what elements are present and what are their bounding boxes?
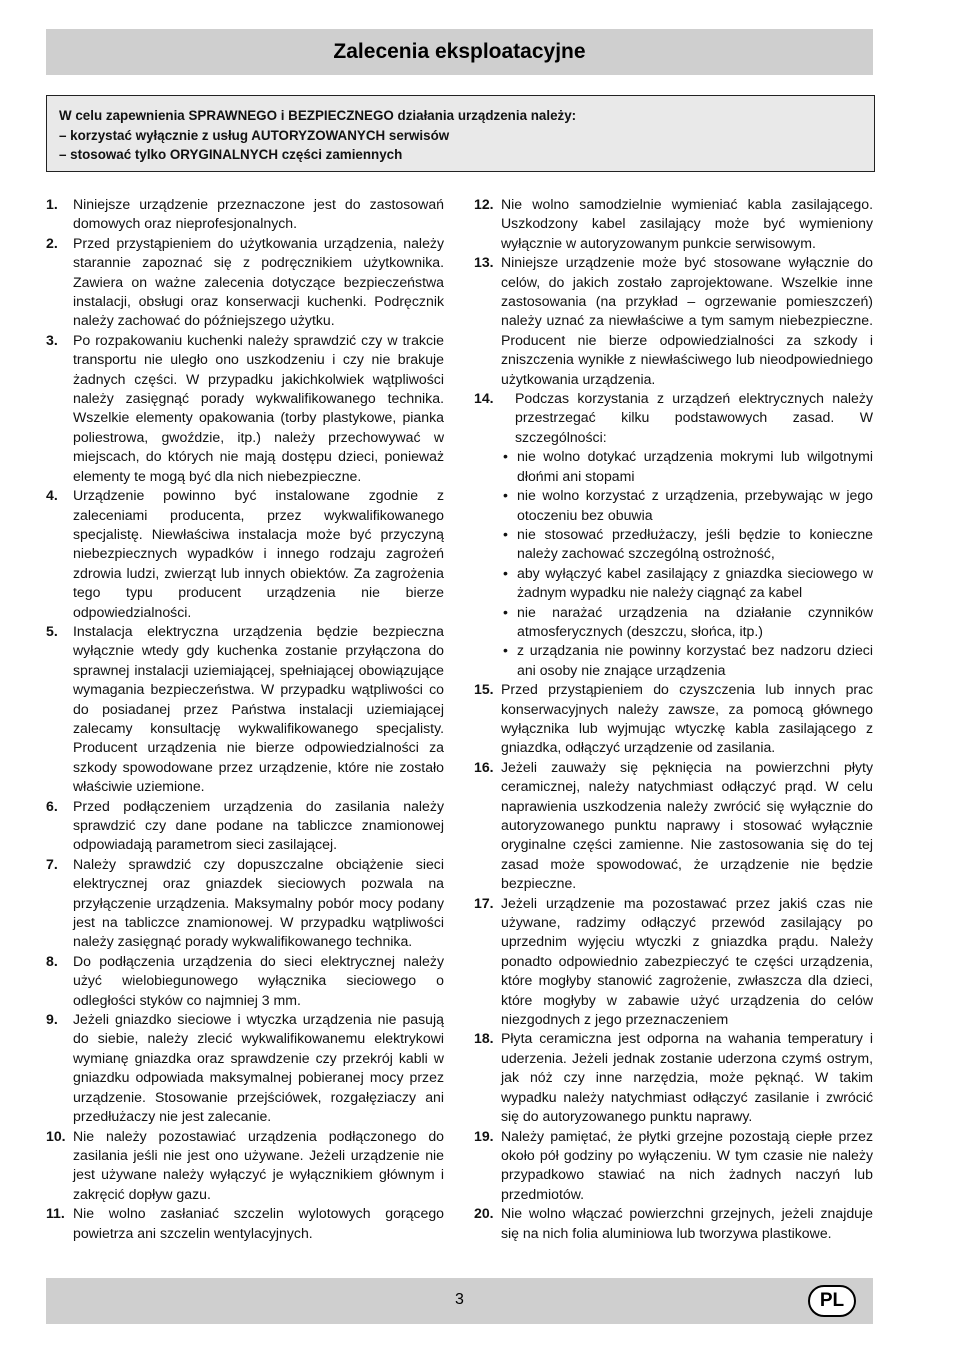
item-number: 5. [46,622,58,639]
bullet-item [501,603,873,642]
list-item [46,797,444,855]
list-item [46,1204,444,1243]
list-item [474,389,873,680]
notice-box [46,95,875,172]
notice-line: – korzystać wyłącznie z usług AUTORYZOWANYCH serwisów [59,127,450,143]
item-number: 4. [46,487,58,504]
list-item [46,855,444,952]
bullet-text: aby wyłączyć kabel zasilający z gniazdka sieciowego w żadnym wypadku nie należy ciągnąć za kabel [517,564,873,601]
list-item [474,894,873,1030]
item-number: 11. [46,1205,65,1222]
bullet-icon: • [503,525,508,542]
bullet-list [501,447,873,680]
item-text: Do podłączenia urządzenia do sieci elektrycznej należy użyć wielobiegunowego wyłącznika sieciowego o odległości styków co najmniej 3 mm. [73,952,444,1008]
item-text: Niniejsze urządzenie przeznaczone jest do zastosowań domowych oraz nieprofesjonalnych. [73,196,444,232]
item-text: Przed przystąpieniem do użytkowania urządzenia, należy starannie zapoznać się z podręcznikiem użytkownika. Zawiera on ważne zalecenia dotyczące bezpieczeństwa instalacji, obsługi oraz konserwacji kuchenki. Podręcznik należy zachować do późniejszego użytku. [73,234,444,329]
bullet-item [501,447,873,486]
item-text: Jeżeli urządzenie ma pozostawać przez jakiś czas nie używane, radzimy odłączyć przewód zasilający po uprzednim wyjęciu wtyczki z gniazdka prądu. Należy ponadto odpowiednio zabezpieczyć te części urządzenia, które mogłyby stanowić zagrożenie, zwłaszcza dla dzieci, które mogłyby w zabawie użyć urządzenia do celów niezgodnych z jego przeznaczeniem [501,894,873,1028]
list-item [46,195,444,234]
item-number: 12. [474,196,494,212]
list-item [474,758,873,894]
bullet-text: nie wolno dotykać urządzenia mokrymi lub wilgotnymi dłońmi ani stopami [517,448,873,484]
bullet-text: nie wolno korzystać z urządzenia, przebywając w jego otoczeniu bez obuwia [517,487,873,523]
language-badge: PL [808,1285,856,1317]
list-item [46,1127,444,1205]
bullet-item [501,641,873,680]
bullet-icon: • [503,642,508,659]
item-text: Nie wolno zasłaniać szczelin wylotowych gorącego powietrza ani szczelin wentylacyjnych. [73,1205,444,1241]
item-text: Nie wolno samodzielnie wymieniać kabla zasilającego. Uszkodzony kabel zasilający może być wymieniony wyłącznie w autoryzowanym punkcie serwisowym. [501,196,873,251]
item-number: 10. [46,1127,66,1144]
item-number: 17. [474,894,494,911]
list-item [46,331,444,486]
list-item [474,1029,873,1126]
item-number: 6. [46,797,58,814]
item-text: Nie wolno włączać powierzchni grzejnych, jeżeli znajduje się na nich folia aluminiowa lub tworzywa plastikowe. [501,1205,873,1241]
item-text: Przed przystąpieniem do czyszczenia lub innych prac konserwacyjnych należy zawsze, za pomocą głównego wyłącznika lub wyjmując wtyczkę kabla zasilającego z gniazdka, odłączyć urządzenie od zasilania. [501,681,873,756]
bullet-text: nie narażać urządzenia na działanie czynników atmosferycznych (deszczu, słońca, itp.) [517,603,873,639]
list-item [46,486,444,622]
bullet-icon: • [503,603,508,620]
item-text: Niniejsze urządzenie może być stosowane wyłącznie do celów, do jakich zostało zaprojektowane. Wszelkie inne zastosowania (na przykład – ogrzewanie pomieszczeń) należy uznać za niewłaściwe a tym samym niebezpieczne. Producent nie bierze odpowiedzialności za szkody i zniszczenia wynikłe z niewłaściwego lub nieodpowiedniego użytkowania urządzenia. [501,254,873,387]
item-number: 19. [474,1127,494,1144]
item-text: Należy sprawdzić czy dopuszczalne obciążenie sieci elektrycznej oraz gniazdek sieciowych pozwala na przyłączenie urządzenia. Maksymalny pobór mocy podany jest na tabliczce znamionowej. W przypadku wątpliwości należy zasięgnąć porady wykwalifikowanego technika. [73,855,444,950]
item-number: 2. [46,234,58,251]
item-text: Należy pamiętać, że płytki grzejne pozostają ciepłe przez około pół godziny po wyłączeniu. W tym czasie nie należy przypadkowo stawiać na nich żadnych naczyń lub przedmiotów. [501,1127,873,1202]
page-number: 3 [455,1291,464,1308]
bullet-icon: • [503,448,508,465]
item-number: 15. [474,681,494,698]
header-bar [46,29,873,75]
list-item [46,622,444,797]
item-text: Po rozpakowaniu kuchenki należy sprawdzić czy w trakcie transportu nie uległo ono uszkodzeniu i czy nie brakuje żadnych części. W przypadku jakichkolwiek wątpliwości należy zasięgnąć porady wykwalifikowanego technika. Wszelkie elementy opakowania (torby plastykowe, pianka poliestrowa, gwoździe, itp.) należy przechowywać w miejscach, do których nie mają dostępu dzieci, ponieważ elementy te mogą być dla nich niebezpieczne. [73,331,444,484]
item-text: Przed podłączeniem urządzenia do zasilania należy sprawdzić czy dane podane na tabliczce znamionowej odpowiadają parametrom sieci zasilającej. [73,797,444,853]
item-text: Instalacja elektryczna urządzenia będzie bezpieczna wyłącznie wtedy gdy kuchenka zostanie przyłączona do sprawnej instalacji uziemiającej, spełniającej obowiązujące wymagania bezpieczeństwa. W przypadku wątpliwości co do posiadanej przez Państwa instalacji uziemiającej zalecamy konsultację wykwalifikowanego specjalisty. Producent urządzenia nie bierze odpowiedzialności za szkody spowodowane przez urządzenie, które nie zostało właściwie uziemione. [73,622,444,795]
list-item [474,195,873,253]
item-text: Nie należy pozostawiać urządzenia podłączonego do zasilania jeśli nie jest ono używane. Jeżeli urządzenie nie jest używane należy wyłączyć je wyłącznikiem głównym i zakręcić dopływ gazu. [73,1127,444,1202]
item-number: 7. [46,855,58,872]
notice-line: – stosować tylko ORYGINALNYCH części zamiennych [59,147,403,162]
item-text: Płyta ceramiczna jest odporna na wahania temperatury i uderzenia. Jeżeli jednak zostanie uderzona czymś ostrym, jak nóż czy inne narzędzia, może pęknąć. W takim wypadku należy natychmiast odłączyć zasilanie i zwrócić się do autoryzowanego punktu naprawy. [501,1030,873,1125]
list-item [46,234,444,331]
item-number: 3. [46,331,58,348]
item-text: Podczas korzystania z urządzeń elektrycznych należy przestrzegać kilku podstawowych zasad. W szczególności: [515,390,873,445]
item-text: Urządzenie powinno być instalowane zgodnie z zaleceniami producenta, przez wykwalifikowanego specjalistę. Niewłaściwa instalacja może być przyczyną niebezpiecznych wypadków i innego rodzaju zagrożeń zdrowia ludzi, zwierząt lub innych obiektów. Za zagrożenia tego typu producent urządzenia nie bierze odpowiedzialności. [73,487,444,620]
item-text: Jeżeli zauważy się pęknięcia na powierzchni płyty ceramicznej, należy natychmiast odłączyć prąd. W celu naprawienia uszkodzenia należy zwrócić się wyłącznie do autoryzowanego punktu naprawy i stosować wyłącznie oryginalne części zamienne. Nie zastosowania się do tej zasad może spowodować, że urządzenie nie będzie bezpieczne. [501,758,873,892]
left-column [46,195,444,1243]
page-title: Zalecenia eksploatacyjne [333,40,586,63]
item-number: 20. [474,1205,494,1222]
bullet-item [501,525,873,564]
bullet-item [501,564,873,603]
right-column [474,195,873,1243]
bullet-text: z urządzania nie powinny korzystać bez nadzoru dzieci ani osoby nie znające urządzenia [517,642,873,678]
bullet-text: nie stosować przedłużaczy, jeśli będzie to konieczne należy zachować szczególną ostrożność, [517,525,873,562]
list-item [474,680,873,758]
item-number: 8. [46,952,58,969]
item-number: 18. [474,1030,494,1047]
list-item [46,952,444,1010]
list-item [474,1204,873,1243]
item-number: 9. [46,1011,58,1028]
notice-line: W celu zapewnienia SPRAWNEGO i BEZPIECZNEGO działania urządzenia należy: [59,108,577,123]
item-text: Jeżeli gniazdko sieciowe i wtyczka urządzenia nie pasują do siebie, należy zlecić wykwalifikowanemu elektrykowi wymianę gniazdka oraz sprawdzenie czy przekrój kabli w gniazdku odpowiada maksymalnej pobieranej mocy przez urządzenie. Stosowanie przejściówek, rozgałęziaczy ani przedłużaczy nie jest zalecanie. [73,1011,444,1125]
item-number: 13. [474,254,494,271]
list-item [474,253,873,389]
item-number: 14. [474,390,494,407]
item-number: 1. [46,196,58,212]
bullet-item [501,486,873,525]
list-item [46,1010,444,1126]
item-number: 16. [474,758,494,775]
footer-bar [46,1278,873,1324]
list-item [474,1127,873,1205]
bullet-icon: • [503,564,508,581]
bullet-icon: • [503,487,508,504]
